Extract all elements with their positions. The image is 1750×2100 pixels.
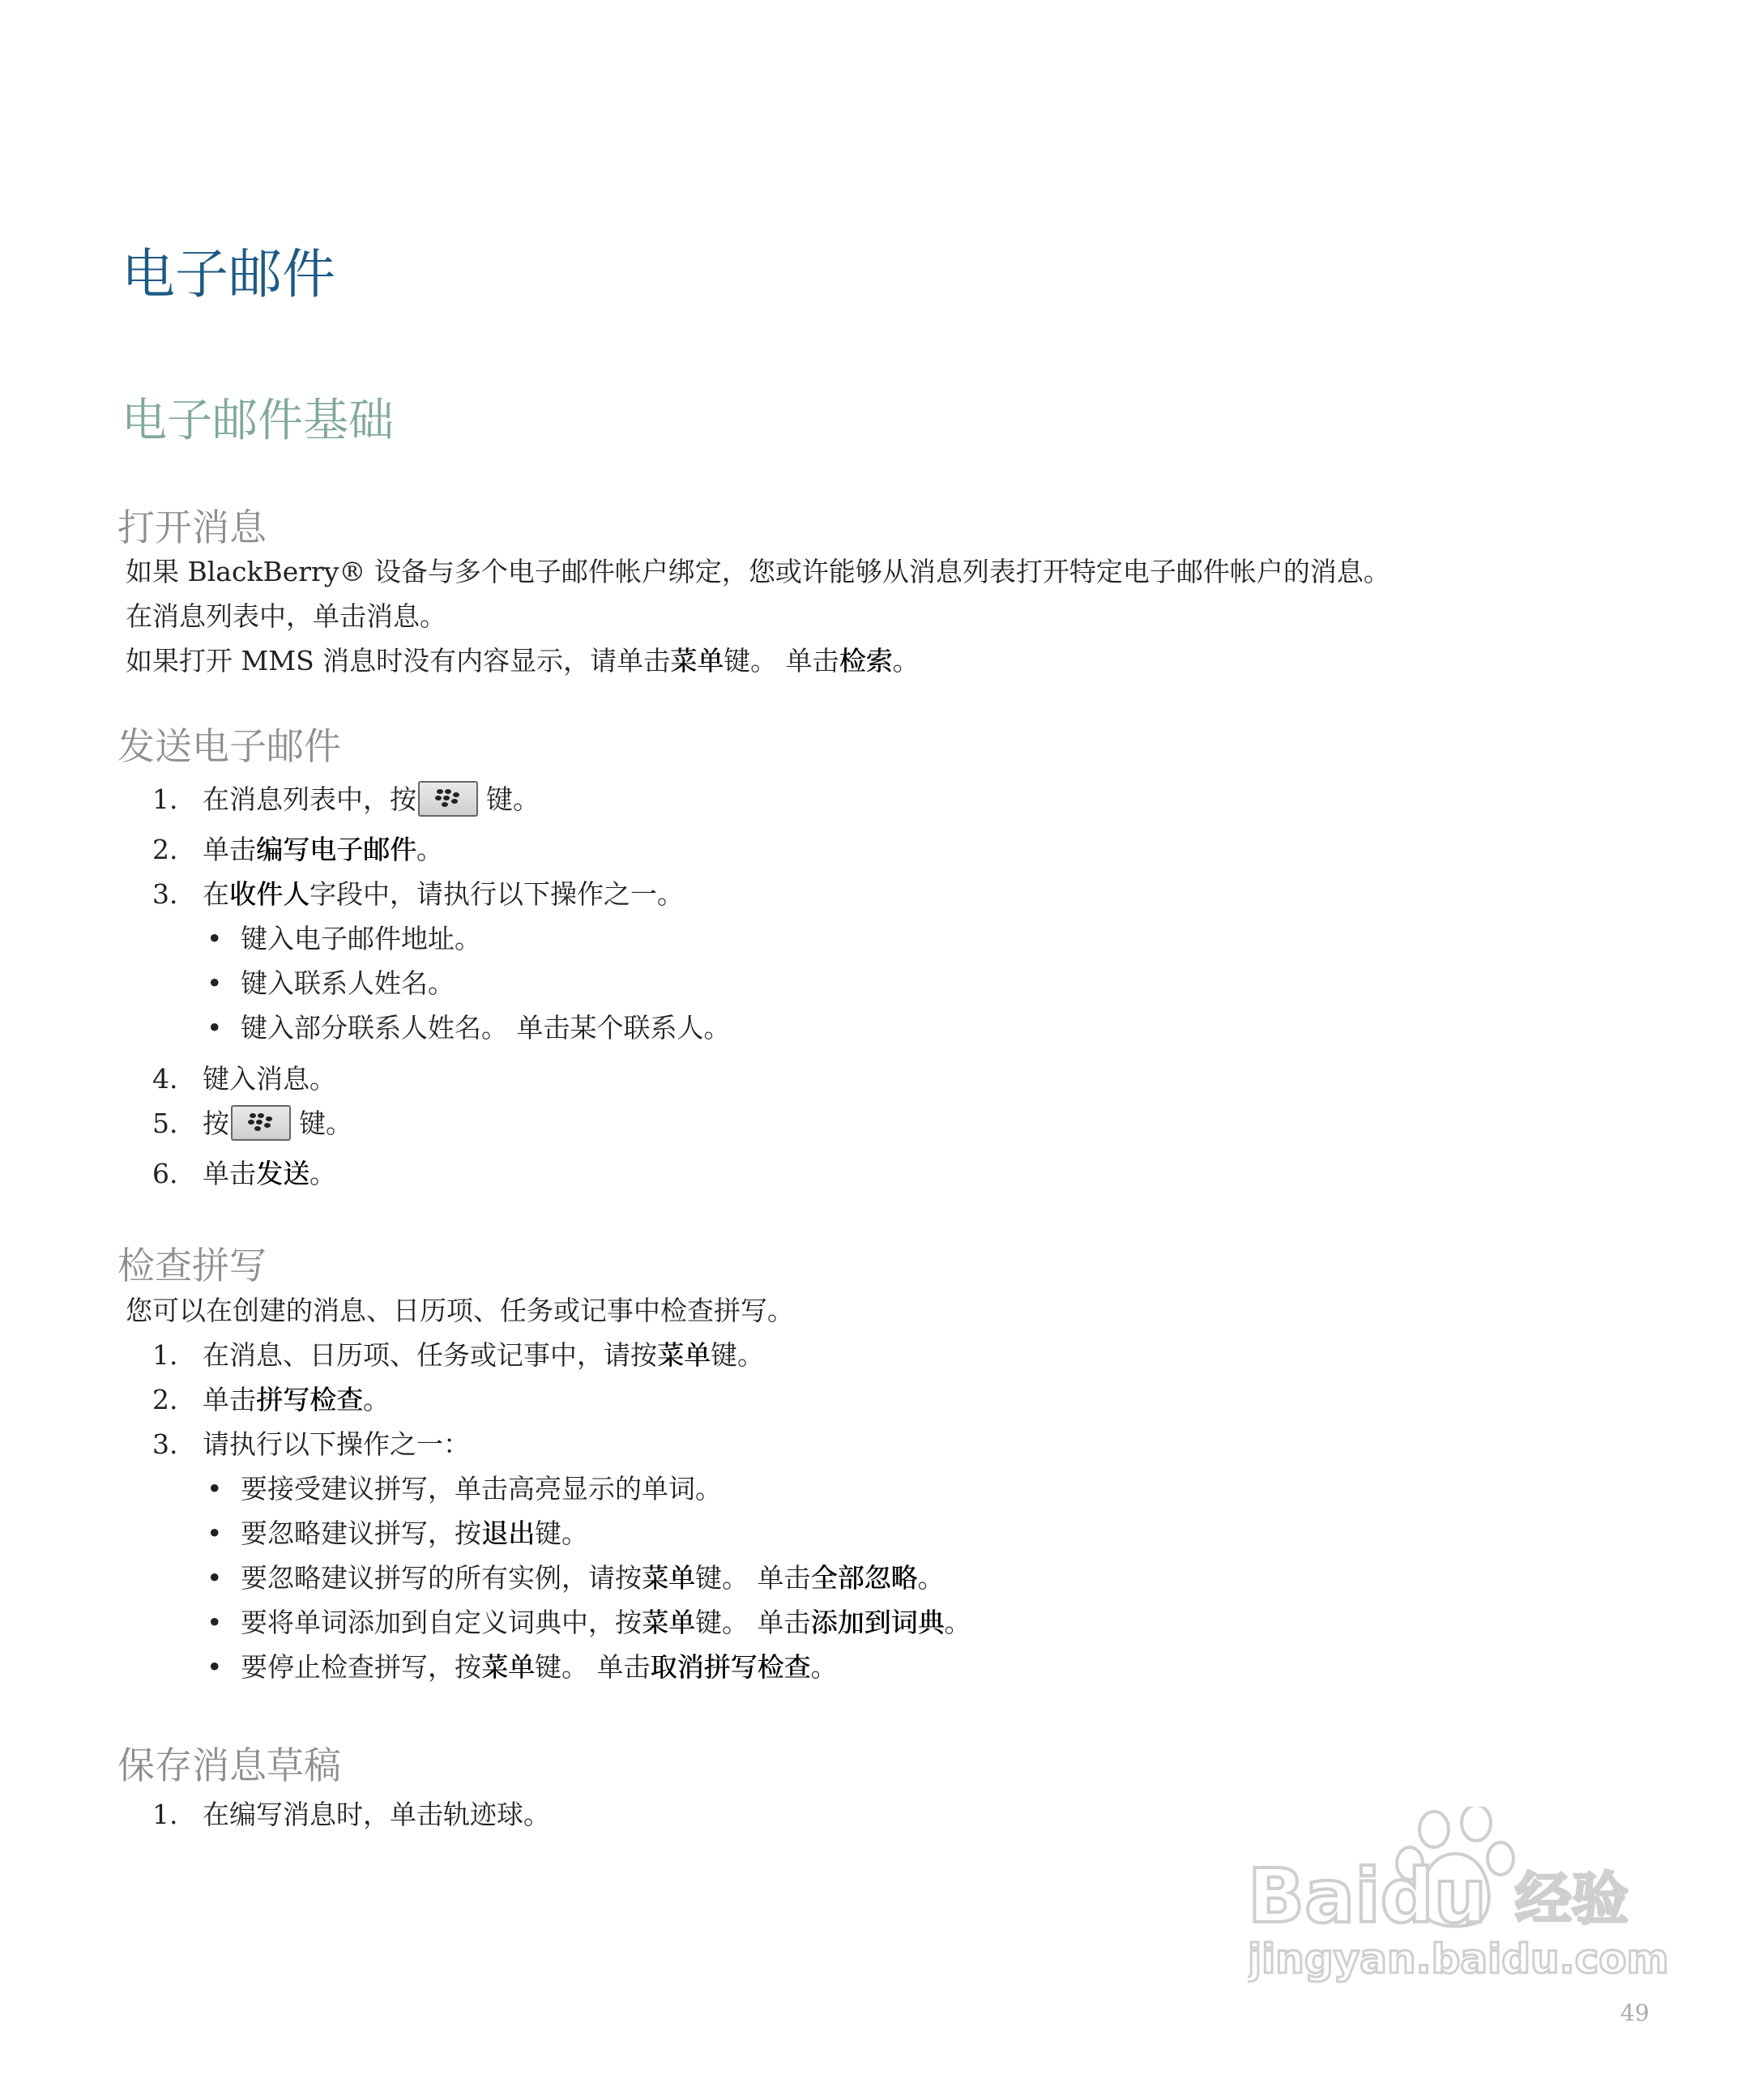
text: 。 bbox=[416, 834, 443, 865]
open-message-line-2: 在消息列表中，单击消息。 bbox=[126, 600, 446, 632]
step-number: 4. bbox=[152, 1063, 178, 1095]
heading-spell-check: 检查拼写 bbox=[117, 1244, 267, 1287]
bullet-dot: • bbox=[207, 1012, 223, 1044]
text: 如果打开 MMS 消息时没有内容显示，请单击 bbox=[126, 645, 671, 677]
baidu-watermark bbox=[1248, 1807, 1669, 1988]
recipient-term: 收件人 bbox=[229, 878, 309, 910]
text: 要忽略建议拼写，按 bbox=[241, 1517, 481, 1549]
text: 键入消息。 bbox=[203, 1063, 336, 1095]
menu-key-term: 菜单 bbox=[657, 1339, 711, 1371]
text: 键。 单击 bbox=[723, 645, 839, 677]
ignore-all-term: 全部忽略 bbox=[810, 1562, 918, 1594]
spell-step-1 bbox=[152, 1339, 764, 1372]
open-message-line-3 bbox=[126, 645, 920, 677]
step-number: 3. bbox=[152, 878, 178, 910]
save-step-1 bbox=[152, 1799, 550, 1831]
cancel-spell-check-term: 取消拼写检查 bbox=[650, 1651, 811, 1683]
spell-intro: 您可以在创建的消息、日历项、任务或记事中检查拼写。 bbox=[126, 1295, 794, 1326]
bullet-dot: • bbox=[207, 1517, 223, 1549]
send-step-6 bbox=[152, 1158, 336, 1190]
send-bullet-3 bbox=[207, 1012, 731, 1044]
send-term: 发送 bbox=[256, 1158, 309, 1189]
text: 在 bbox=[203, 878, 229, 910]
bullet-dot: • bbox=[207, 1607, 223, 1638]
page-number: 49 bbox=[1620, 2000, 1650, 2026]
send-step-4 bbox=[152, 1063, 336, 1095]
retrieve-term: 检索 bbox=[839, 645, 893, 677]
text: 键。 bbox=[711, 1339, 764, 1371]
bullet-dot: • bbox=[207, 1651, 223, 1683]
text: 单击 bbox=[203, 1384, 256, 1415]
text: 。 bbox=[810, 1651, 838, 1683]
bullet-dot: • bbox=[207, 1562, 223, 1594]
send-bullet-1 bbox=[207, 923, 481, 955]
spell-bullet-5 bbox=[207, 1651, 838, 1684]
spell-bullet-2 bbox=[207, 1517, 588, 1550]
spell-bullet-1 bbox=[207, 1473, 722, 1505]
text: 。 bbox=[944, 1607, 971, 1638]
text: 按 bbox=[203, 1108, 229, 1139]
spell-step-2 bbox=[152, 1384, 390, 1416]
heading-send-email: 发送电子邮件 bbox=[117, 724, 341, 768]
watermark-brand: Baidu bbox=[1248, 1853, 1488, 1940]
text: 。 bbox=[917, 1562, 945, 1594]
text: 键。 bbox=[535, 1517, 588, 1549]
blackberry-menu-key-icon bbox=[231, 1105, 291, 1141]
text: 单击 bbox=[203, 1158, 256, 1189]
watermark-url: jingyan.baidu.com bbox=[1248, 1936, 1669, 1983]
text: 单击 bbox=[203, 834, 256, 865]
text: 在消息、日历项、任务或记事中，请按 bbox=[203, 1339, 657, 1371]
spell-bullet-3 bbox=[207, 1562, 945, 1594]
step-number: 1. bbox=[152, 783, 178, 815]
menu-key-term: 菜单 bbox=[481, 1651, 535, 1683]
open-message-line-1: 如果 BlackBerry® 设备与多个电子邮件帐户绑定，您或许能够从消息列表打开特定电子邮件帐户的消息。 bbox=[126, 556, 1390, 587]
step-number: 5. bbox=[152, 1108, 178, 1139]
text: 请执行以下操作之一： bbox=[203, 1428, 470, 1460]
step-number: 2. bbox=[152, 834, 178, 865]
spell-check-term: 拼写检查 bbox=[256, 1384, 363, 1415]
send-step-5 bbox=[152, 1108, 352, 1143]
compose-email-term: 编写电子邮件 bbox=[256, 834, 416, 865]
text: 键入联系人姓名。 bbox=[241, 967, 455, 999]
menu-key-term: 菜单 bbox=[670, 645, 724, 677]
heading-open-message: 打开消息 bbox=[117, 506, 267, 549]
send-step-1 bbox=[152, 783, 540, 819]
step-number: 1. bbox=[152, 1799, 178, 1830]
text: 。 bbox=[363, 1384, 390, 1415]
text: 要接受建议拼写，单击高亮显示的单词。 bbox=[241, 1473, 722, 1505]
text: 。 bbox=[309, 1158, 336, 1189]
baidu-paw-logo-icon bbox=[1248, 1807, 1669, 1985]
menu-key-term: 菜单 bbox=[642, 1562, 695, 1594]
text: 字段中，请执行以下操作之一。 bbox=[309, 878, 684, 910]
blackberry-menu-key-icon bbox=[418, 781, 478, 817]
text: 。 bbox=[892, 645, 920, 677]
text: 键。 单击 bbox=[535, 1651, 651, 1683]
menu-key-term: 菜单 bbox=[642, 1607, 695, 1638]
text: 键。 bbox=[486, 783, 540, 815]
text: 键入部分联系人姓名。 单击某个联系人。 bbox=[241, 1012, 731, 1044]
heading-save-draft: 保存消息草稿 bbox=[117, 1744, 341, 1787]
section-title: 电子邮件基础 bbox=[122, 395, 394, 447]
spell-bullet-4 bbox=[207, 1607, 971, 1639]
step-number: 1. bbox=[152, 1339, 178, 1371]
escape-key-term: 退出 bbox=[481, 1517, 535, 1549]
text: 要忽略建议拼写的所有实例，请按 bbox=[241, 1562, 642, 1594]
send-step-3 bbox=[152, 878, 684, 911]
text: 在编写消息时，单击轨迹球。 bbox=[203, 1799, 550, 1830]
bullet-dot: • bbox=[207, 967, 223, 999]
send-step-2 bbox=[152, 834, 443, 866]
text: 键。 单击 bbox=[695, 1562, 811, 1594]
add-to-dictionary-term: 添加到词典 bbox=[810, 1607, 945, 1638]
bullet-dot: • bbox=[207, 923, 223, 954]
step-number: 2. bbox=[152, 1384, 178, 1415]
send-bullet-2 bbox=[207, 967, 455, 1000]
text: 要停止检查拼写，按 bbox=[241, 1651, 481, 1683]
text: 要将单词添加到自定义词典中，按 bbox=[241, 1607, 642, 1638]
step-number: 3. bbox=[152, 1428, 178, 1460]
text: 在消息列表中，按 bbox=[203, 783, 416, 815]
text: 键入电子邮件地址。 bbox=[241, 923, 481, 954]
chapter-title: 电子邮件 bbox=[122, 243, 335, 305]
spell-step-3 bbox=[152, 1428, 470, 1461]
text: 键。 bbox=[299, 1108, 352, 1139]
text: 键。 单击 bbox=[695, 1607, 811, 1638]
step-number: 6. bbox=[152, 1158, 178, 1189]
watermark-brand-cn: 经验 bbox=[1515, 1866, 1628, 1932]
bullet-dot: • bbox=[207, 1473, 223, 1505]
